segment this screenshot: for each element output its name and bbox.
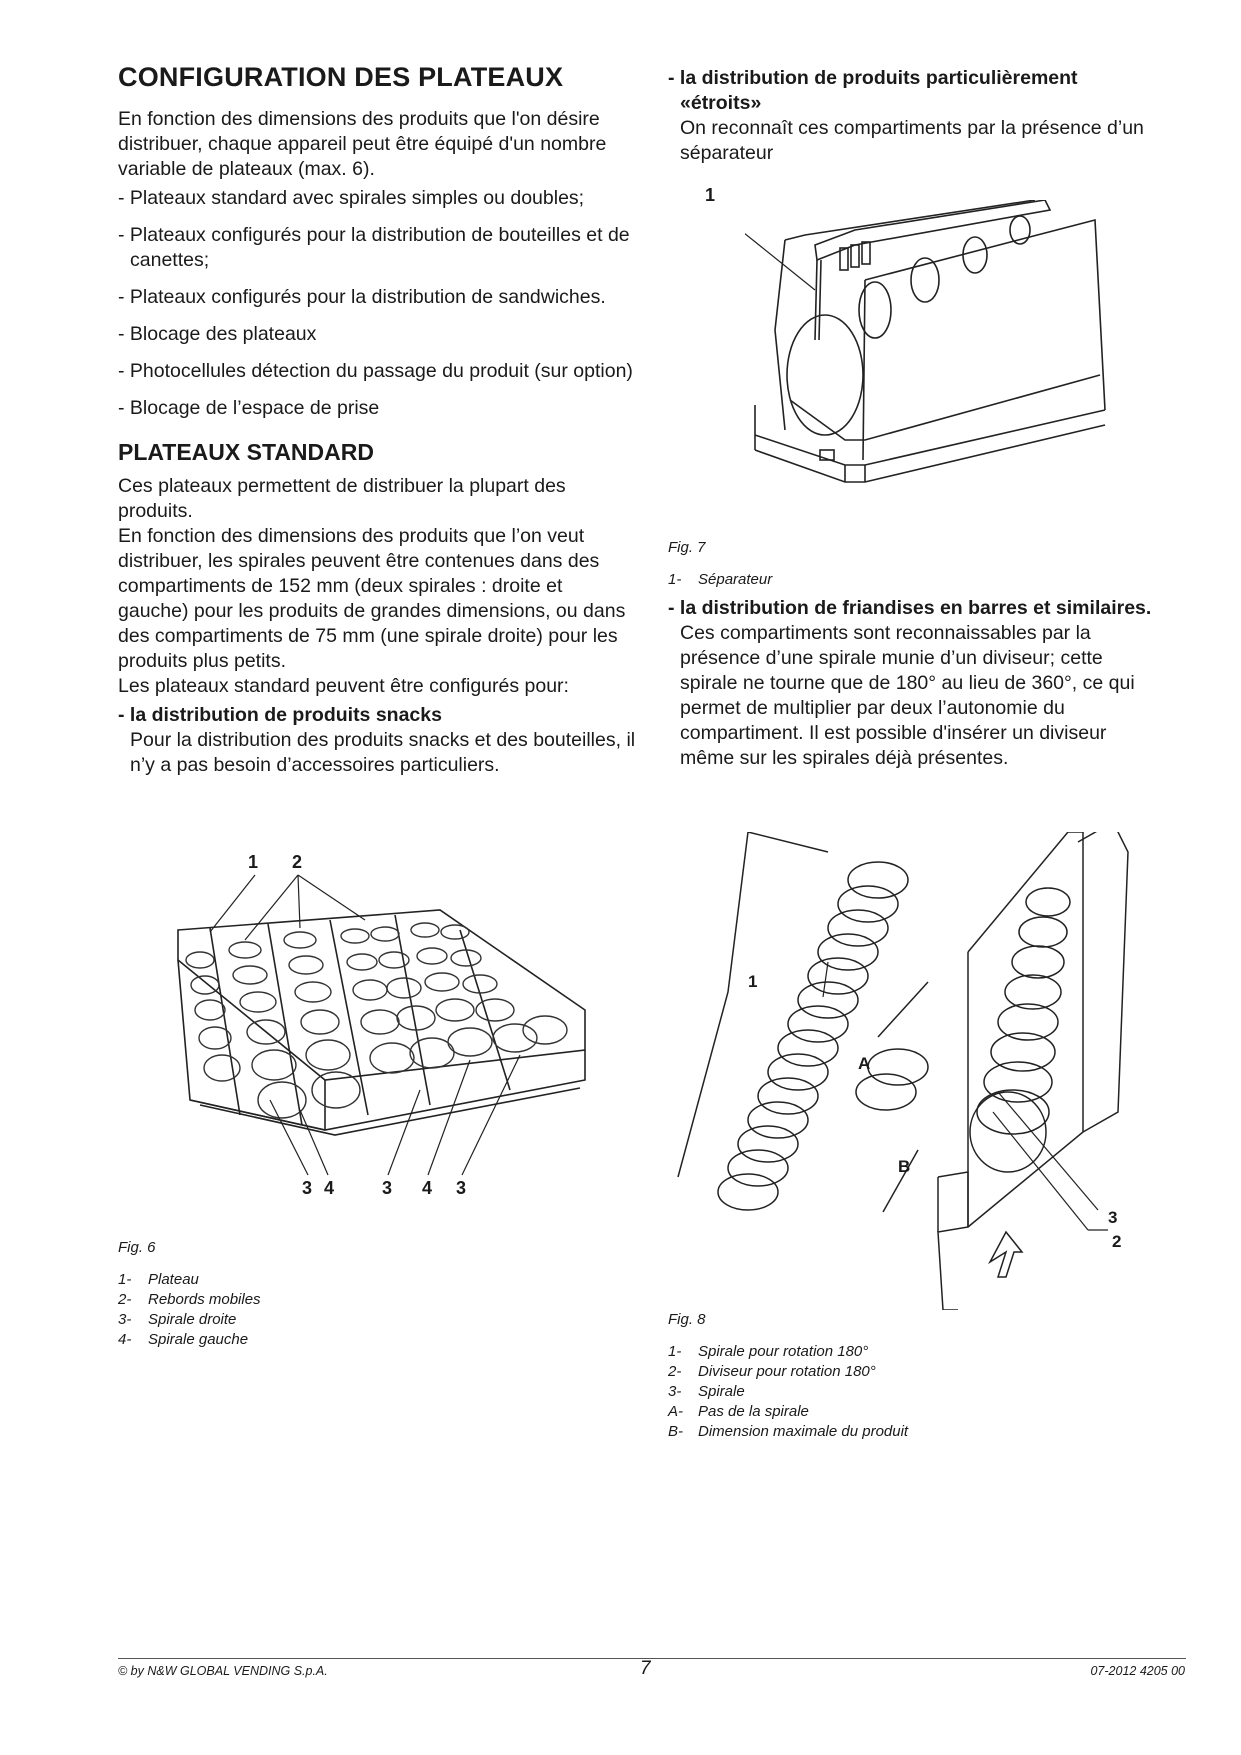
section-title: CONFIGURATION DES PLATEAUX <box>118 62 564 92</box>
figure-caption: Fig. 8 <box>668 1311 706 1328</box>
legend-item: 1- Plateau <box>118 1271 199 1288</box>
paragraph: En fonction des dimensions des produits que l’on veut distribuer, les spirales peuvent être contenues dans des compartiments de 152 mm (deux spirales : droite et gauche) pour les produits de grandes dimensions, ou dans des compartiments de 75 mm (une spirale droite) pour les produits plus petits. <box>118 525 626 672</box>
right-column <box>668 66 1188 166</box>
list-item: - Plateaux configurés pour la distribution de bouteilles et de canettes; <box>118 224 630 271</box>
bullet-text: On reconnaît ces compartiments par la présence d’un séparateur <box>680 117 1144 164</box>
callout-3: 3 <box>302 1178 313 1198</box>
divider-spiral-illustration <box>668 832 1188 1310</box>
figure-caption: Fig. 7 <box>668 539 706 556</box>
callout-1: 1 <box>705 185 716 205</box>
figure-7 <box>705 185 1125 510</box>
separator-illustration <box>745 200 1125 510</box>
tray-type-list <box>118 186 638 421</box>
paragraph: Les plateaux standard peuvent être configurés pour: <box>118 675 569 697</box>
figure-caption: Fig. 6 <box>118 1239 156 1256</box>
legend-item: 2- Rebords mobiles <box>118 1291 261 1308</box>
figure-legend <box>668 1342 1168 1442</box>
bullet-title: - la distribution de friandises en barres et similaires. <box>668 597 1152 619</box>
legend-item: 1- Spirale pour rotation 180° <box>668 1343 869 1360</box>
callout-3: 3 <box>382 1178 393 1198</box>
bullet-block-friandises <box>668 596 1158 771</box>
figure-legend <box>668 570 1068 590</box>
tray-illustration <box>170 850 610 1210</box>
callout-4: 4 <box>422 1178 433 1198</box>
footer-divider <box>118 1658 1186 1659</box>
list-item: - Blocage de l’espace de prise <box>118 397 380 419</box>
legend-item: A- Pas de la spirale <box>668 1403 809 1420</box>
callout-A: A <box>858 1054 871 1073</box>
callout-1: 1 <box>248 852 259 872</box>
paragraph: Ces plateaux permettent de distribuer la plupart des produits. <box>118 475 566 522</box>
left-column <box>118 62 638 778</box>
list-item: - Photocellules détection du passage du produit (sur option) <box>118 360 633 382</box>
callout-3: 3 <box>1108 1208 1118 1227</box>
callout-B: B <box>898 1157 911 1176</box>
callout-1: 1 <box>748 972 758 991</box>
bullet-text: Ces compartiments sont reconnaissables par la présence d’une spirale munie d’un diviseur; cette spirale ne tourne que de 180° au lieu de 360°, ce qui permet de multiplier par deux l’autonomie du compartiment. Il est possible d'insérer un diviseur même sur les spirales déjà présentes. <box>680 622 1135 769</box>
list-item: - Blocage des plateaux <box>118 323 317 345</box>
figure-7-caption-block <box>668 538 1068 590</box>
legend-item: 3- Spirale <box>668 1383 745 1400</box>
legend-item: B- Dimension maximale du produit <box>668 1423 909 1440</box>
figure-8-caption-block <box>668 1310 1168 1442</box>
legend-item: 1- Séparateur <box>668 571 773 588</box>
figure-6-caption-block <box>118 1238 518 1350</box>
callout-2: 2 <box>292 852 303 872</box>
footer-doc-code: 07-2012 4205 00 <box>1090 1664 1185 1678</box>
callout-3: 3 <box>456 1178 467 1198</box>
page-number: 7 <box>640 1658 651 1679</box>
subsection-title: PLATEAUX STANDARD <box>118 439 374 465</box>
bullet-title: - la distribution de produits particulièrement «étroits» <box>668 67 1078 114</box>
intro-paragraph: En fonction des dimensions des produits que l'on désire distribuer, chaque appareil peut être équipé d'un nombre variable de plateaux (max. 6). <box>118 108 607 180</box>
bullet-text: Pour la distribution des produits snacks et des bouteilles, il n’y a pas besoin d’accessoires particuliers. <box>130 729 636 776</box>
callout-4: 4 <box>324 1178 335 1198</box>
figure-6 <box>170 850 610 1210</box>
list-item: - Plateaux configurés pour la distribution de sandwiches. <box>118 286 606 308</box>
list-item: - Plateaux standard avec spirales simples ou doubles; <box>118 187 585 209</box>
figure-8 <box>668 832 1188 1310</box>
callout-2: 2 <box>1112 1232 1122 1251</box>
footer-copyright: © by N&W GLOBAL VENDING S.p.A. <box>118 1664 328 1678</box>
figure-legend <box>118 1270 518 1350</box>
legend-item: 2- Diviseur pour rotation 180° <box>668 1363 876 1380</box>
legend-item: 3- Spirale droite <box>118 1311 237 1328</box>
bullet-title: - la distribution de produits snacks <box>118 704 442 726</box>
legend-item: 4- Spirale gauche <box>118 1331 249 1348</box>
